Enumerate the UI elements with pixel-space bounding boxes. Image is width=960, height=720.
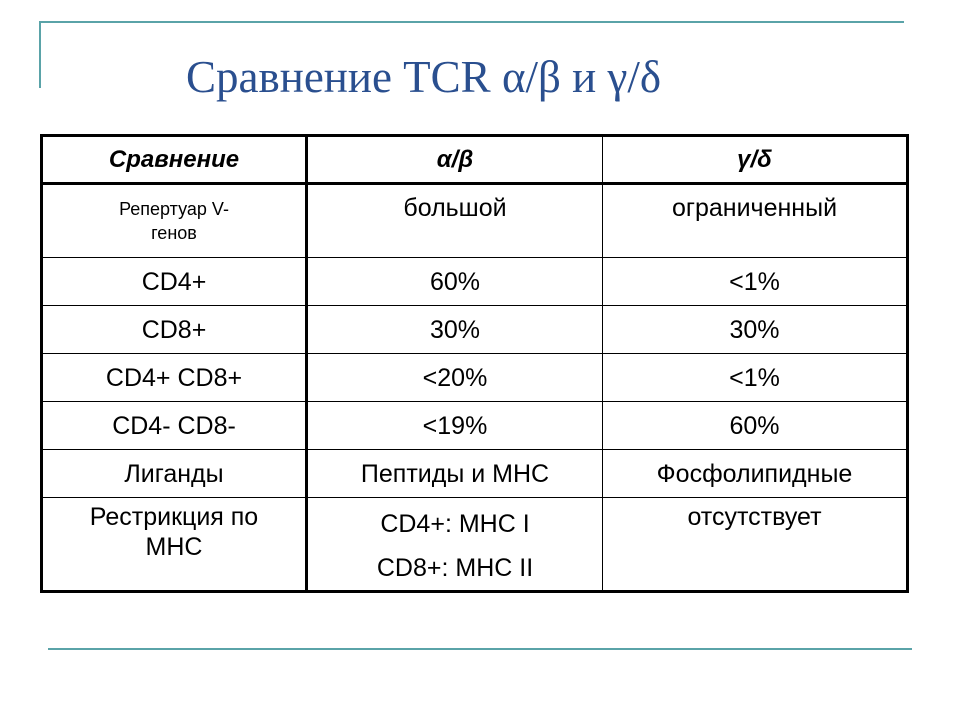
gamma-delta-value: ограниченный [603,184,908,258]
row-label: CD4+ [42,258,307,306]
row-label [42,498,307,592]
row-label: Лиганды [42,450,307,498]
alpha-beta-value: Пептиды и МНС [307,450,603,498]
row-label: CD4+ CD8+ [42,354,307,402]
table-row [42,402,908,450]
gamma-delta-value: <1% [603,354,908,402]
table-row [42,184,908,258]
row-label-line: генов [151,223,197,243]
row-label: CD8+ [42,306,307,354]
alpha-beta-value: 30% [307,306,603,354]
alpha-beta-value: большой [307,184,603,258]
table-row [42,306,908,354]
row-label: CD4- CD8- [42,402,307,450]
gamma-delta-value: отсутствует [603,498,908,592]
table-row [42,498,908,592]
slide-title: Сравнение TCR α/β и γ/δ [186,52,662,102]
alpha-beta-value: <19% [307,402,603,450]
gamma-delta-value: 60% [603,402,908,450]
alpha-beta-value: <20% [307,354,603,402]
frame-left-line [39,21,41,88]
table-row [42,258,908,306]
gamma-delta-value: 30% [603,306,908,354]
gamma-delta-value: Фосфолипидные [603,450,908,498]
row-label-line: Рестрикция по [89,503,259,531]
gamma-delta-value: <1% [603,258,908,306]
row-label-line: МНС [145,533,203,561]
alpha-beta-value [307,498,603,592]
table-header-row [42,136,908,184]
row-label [42,184,307,258]
alpha-beta-value-line: CD4+: MHC I [380,510,530,538]
header-alpha-beta: α/β [307,136,603,184]
table-row [42,450,908,498]
header-comparison: Сравнение [42,136,307,184]
alpha-beta-value-line: CD8+: MHC II [376,554,534,582]
frame-bottom-line [48,648,912,650]
comparison-table [40,134,909,593]
header-gamma-delta: γ/δ [603,136,908,184]
row-label-line: Репертуар V- [119,199,229,219]
alpha-beta-value: 60% [307,258,603,306]
table-row [42,354,908,402]
frame-top-line [40,21,904,23]
